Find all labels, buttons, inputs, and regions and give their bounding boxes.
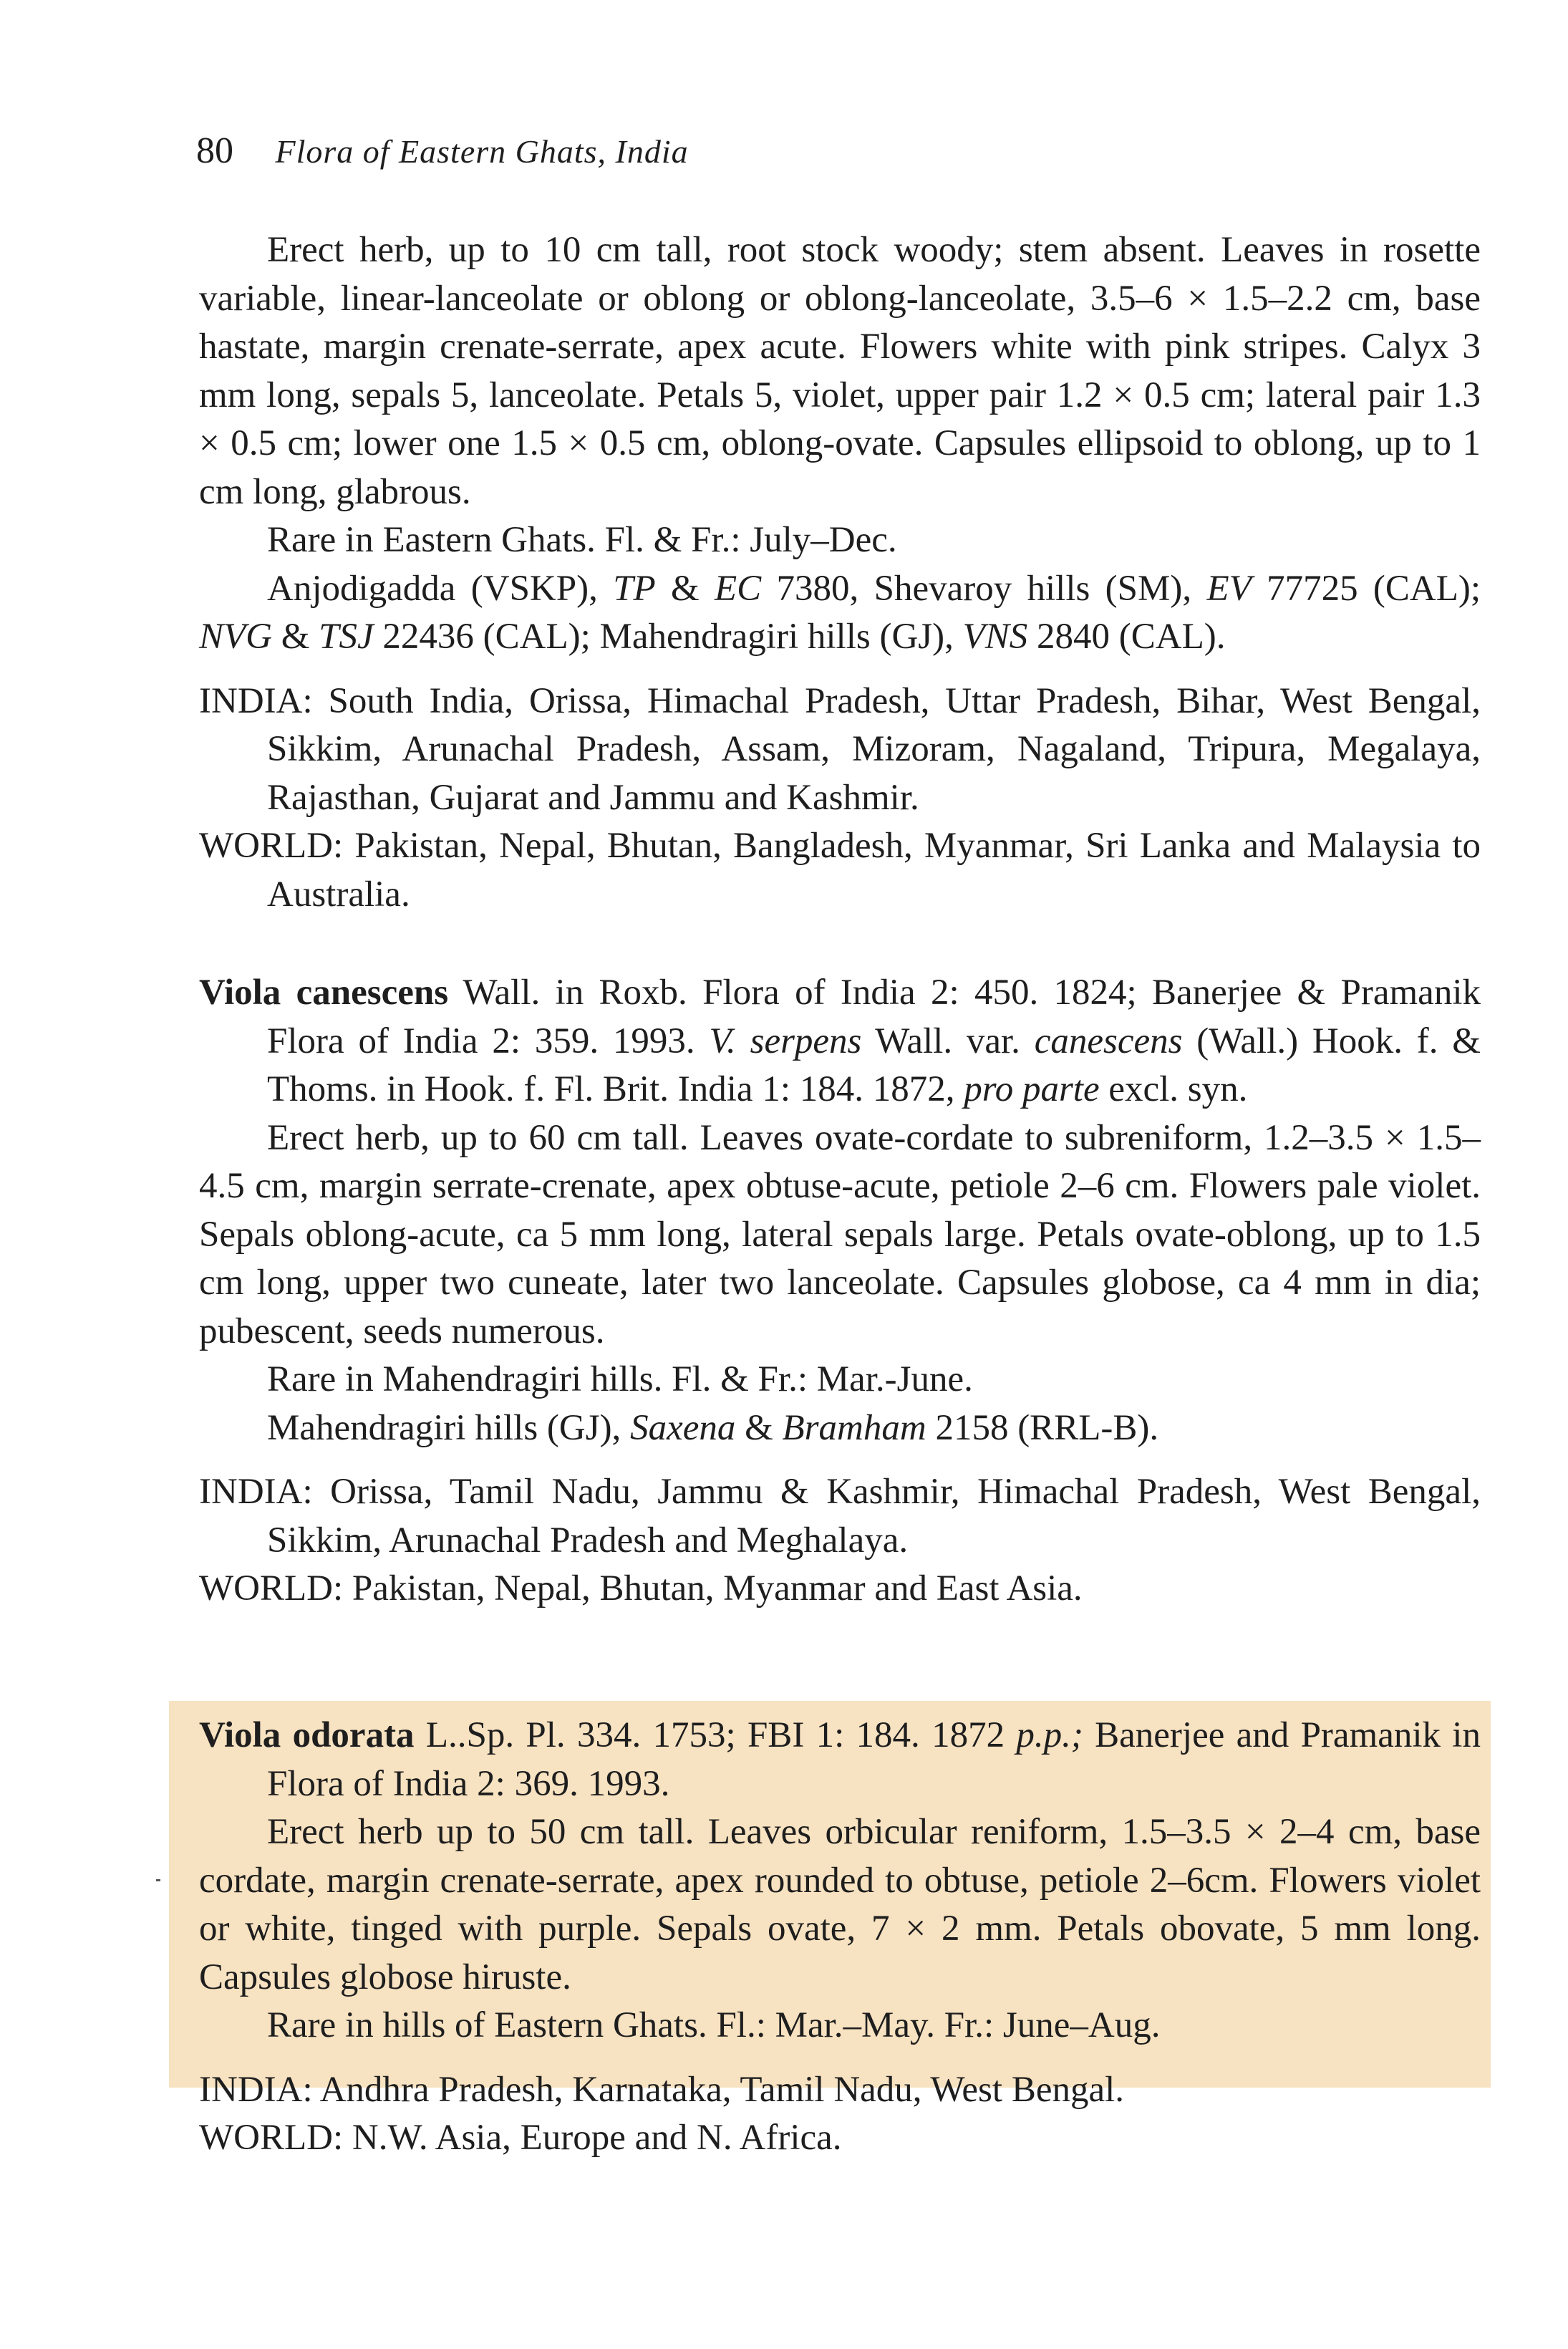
margin-mark bbox=[156, 1879, 160, 1881]
entry2-india-distribution: INDIA: Orissa, Tamil Nadu, Jammu & Kashmir, Himachal Pradesh, West Bengal, Sikkim, Arunachal Pradesh and Meghalaya. bbox=[199, 1472, 1481, 1561]
entry2-world-distribution: WORLD: Pakistan, Nepal, Bhutan, Myanmar and East Asia. bbox=[199, 1568, 1083, 1608]
entry-viola-odorata bbox=[199, 1712, 1481, 2163]
entry2-description: Erect herb, up to 60 cm tall. Leaves ovate-cordate to subreniform, 1.2–3.5 × 1.5–4.5 cm, margin serrate-crenate, apex obtuse-acute, petiole 2–6 cm. Flowers pale violet. Sepals oblong-acute, ca 5 mm long, lateral sepals large. Petals ovate-oblong, up to 1.5 cm long, upper two cuneate, later two lanceolate. Capsules globose, ca 4 mm in dia; pubescent, seeds numerous. bbox=[199, 1117, 1481, 1351]
entry3-rarity: Rare in hills of Eastern Ghats. Fl.: Mar.–May. Fr.: June–Aug. bbox=[267, 2005, 1161, 2045]
species-name: Viola canescens bbox=[199, 973, 449, 1013]
entry2-rarity: Rare in Mahendragiri hills. Fl. & Fr.: Mar.-June. bbox=[267, 1359, 973, 1399]
entry3-india-distribution: INDIA: Andhra Pradesh, Karnataka, Tamil Nadu, West Bengal. bbox=[199, 2069, 1125, 2110]
page-header bbox=[196, 129, 689, 173]
entry-continued bbox=[199, 226, 1481, 919]
entry1-world-distribution: WORLD: Pakistan, Nepal, Bhutan, Bangladesh, Myanmar, Sri Lanka and Malaysia to Australia. bbox=[199, 826, 1481, 915]
entry1-rarity: Rare in Eastern Ghats. Fl. & Fr.: July–Dec. bbox=[267, 520, 897, 560]
entry2-specimens: Mahendragiri hills (GJ), Saxena & Bramham 2158 (RRL-B). bbox=[267, 1407, 1159, 1448]
entry1-description: Erect herb, up to 10 cm tall, root stock woody; stem absent. Leaves in rosette variable, linear-lanceolate or oblong or oblong-lanceolate, 3.5–6 × 1.5–2.2 cm, base hastate, margin crenate-serrate, apex acute. Flowers white with pink stripes. Calyx 3 mm long, sepals 5, lanceolate. Petals 5, violet, upper pair 1.2 × 0.5 cm; lateral pair 1.3 × 0.5 cm; lower one 1.5 × 0.5 cm, oblong-ovate. Capsules ellipsoid to oblong, up to 1 cm long, glabrous. bbox=[199, 230, 1481, 512]
entry1-india-distribution: INDIA: South India, Orissa, Himachal Pradesh, Uttar Pradesh, Bihar, West Bengal, Sikkim, Arunachal Pradesh, Assam, Mizoram, Nagaland, Tripura, Megalaya, Rajasthan, Gujarat and Jammu and Kashmir. bbox=[199, 680, 1481, 818]
entry3-world-distribution: WORLD: N.W. Asia, Europe and N. Africa. bbox=[199, 2118, 842, 2158]
entry1-specimens: Anjodigadda (VSKP), TP & EC 7380, Shevaroy hills (SM), EV 77725 (CAL); NVG & TSJ 22436 (CAL); Mahendragiri hills (GJ), VNS 2840 (CAL). bbox=[199, 568, 1481, 657]
entry2-citation: Viola canescens Wall. in Roxb. Flora of India 2: 450. 1824; Banerjee & Pramanik Flora of India 2: 359. 1993. V. serpens Wall. var. canescens (Wall.) Hook. f. & Thoms. in Hook. f. Fl. Brit. India 1: 184. 1872, pro parte excl. syn. bbox=[199, 973, 1481, 1109]
entry-viola-canescens bbox=[199, 969, 1481, 1614]
entry3-description: Erect herb up to 50 cm tall. Leaves orbicular reniform, 1.5–3.5 × 2–4 cm, base cordate, margin crenate-serrate, apex rounded to obtuse, petiole 2–6cm. Flowers violet or white, tinged with purple. Sepals ovate, 7 × 2 mm. Petals obovate, 5 mm long. Capsules globose hiruste. bbox=[199, 1812, 1481, 1997]
running-title: Flora of Eastern Ghats, India bbox=[275, 133, 689, 170]
page-number: 80 bbox=[196, 130, 233, 171]
species-name: Viola odorata bbox=[199, 1715, 415, 1755]
entry3-citation: Viola odorata L..Sp. Pl. 334. 1753; FBI 1: 184. 1872 p.p.; Banerjee and Pramanik in Flora of India 2: 369. 1993. bbox=[199, 1715, 1481, 1804]
